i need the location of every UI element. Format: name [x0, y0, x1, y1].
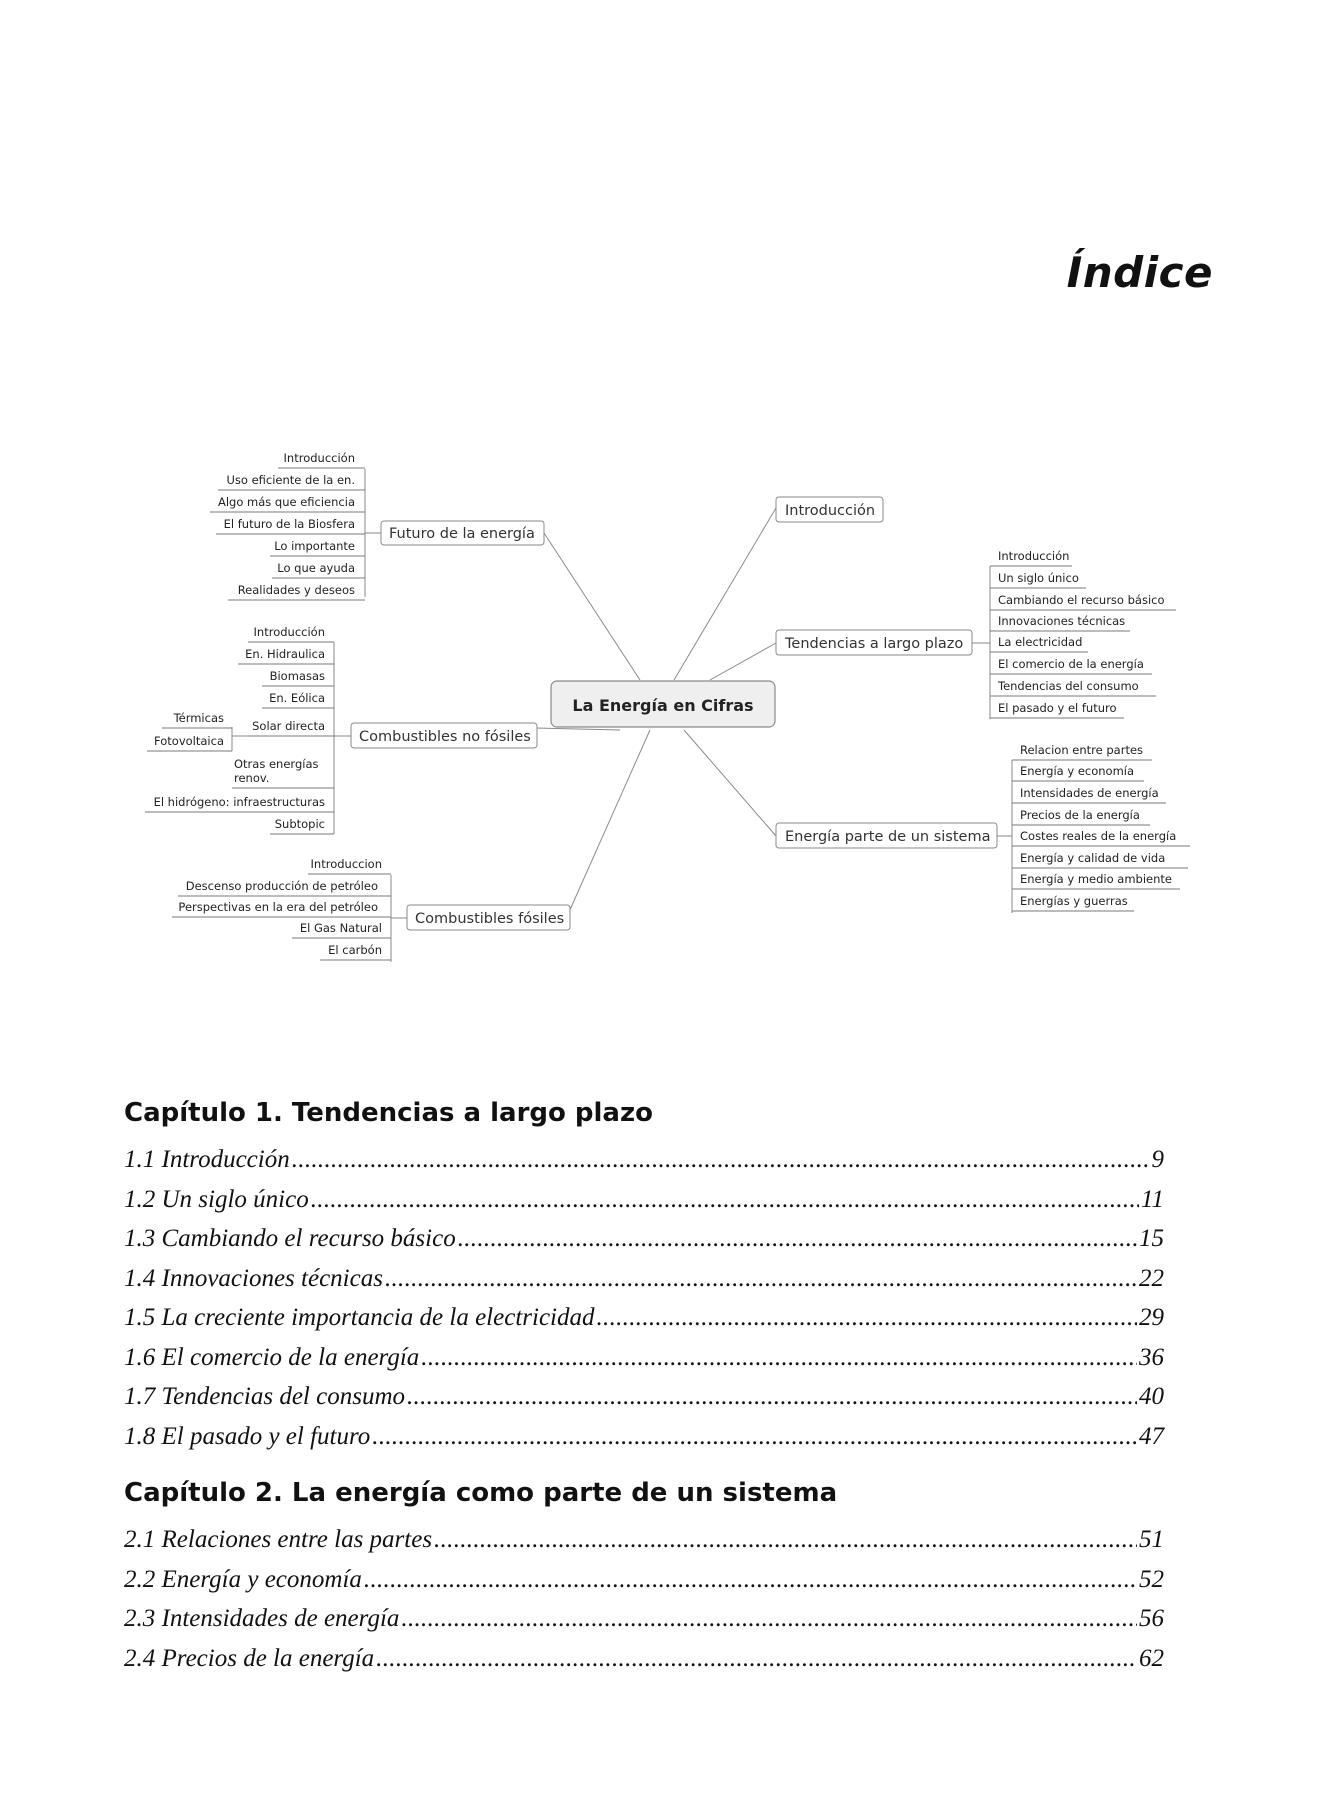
toc-entry-page: 29 [1139, 1304, 1164, 1331]
chapter-1 [124, 1098, 1164, 1456]
tendencias-topic: Cambiando el recurso básico [998, 593, 1165, 607]
toc-entry[interactable] [124, 1298, 1164, 1338]
branch-introduccion: Introducción [785, 503, 876, 519]
toc-entry-label: 1.5 La creciente importancia de la electricidad [124, 1304, 595, 1331]
connector [674, 508, 776, 680]
toc-entry-page: 56 [1139, 1605, 1164, 1632]
futuro-topic: El futuro de la Biosfera [223, 517, 355, 531]
toc-entry-label: 1.6 El comercio de la energía [124, 1343, 420, 1371]
toc-entry-label: 1.1 Introducción [124, 1146, 290, 1173]
fosiles-topic: Perspectivas en la era del petróleo [178, 900, 378, 914]
leader-dots [385, 1259, 1137, 1299]
futuro-topic: Introducción [283, 451, 355, 465]
toc-entry-page: 22 [1139, 1264, 1164, 1292]
fosiles-topic: El Gas Natural [299, 921, 382, 935]
leader-dots [292, 1140, 1150, 1180]
toc-entry-page: 47 [1139, 1422, 1164, 1450]
toc-entry[interactable] [124, 1417, 1164, 1457]
toc-entry-label: 2.1 Relaciones entre las partes [124, 1526, 433, 1553]
no-fosiles-topic: Subtopic [274, 817, 325, 831]
tendencias-topic: El comercio de la energía [998, 657, 1144, 671]
toc-entry-label: 1.8 El pasado y el futuro [124, 1422, 371, 1450]
branch-no-fosiles: Combustibles no fósiles [359, 729, 531, 745]
leader-dots [401, 1599, 1137, 1639]
no-fosiles-topic: Otras energías [234, 757, 319, 771]
toc-entry-page: 62 [1139, 1644, 1164, 1672]
toc-entry[interactable] [124, 1338, 1164, 1378]
no-fosiles-topic: En. Eólica [269, 691, 325, 705]
fosiles-topic: Descenso producción de petróleo [185, 879, 378, 893]
toc-entry[interactable] [124, 1520, 1164, 1560]
sistema-topic: Energía y calidad de vida [1020, 851, 1166, 865]
branch-sistema: Energía parte de un sistema [785, 829, 991, 845]
futuro-topic: Realidades y deseos [237, 583, 355, 597]
no-fosiles-topic: renov. [234, 771, 270, 785]
toc-entry[interactable] [124, 1639, 1164, 1679]
sistema-topic: Energía y medio ambiente [1020, 872, 1172, 886]
no-fosiles-topic: Introducción [253, 625, 325, 639]
tendencias-topic: El pasado y el futuro [998, 701, 1117, 715]
leader-dots [364, 1560, 1137, 1600]
tendencias-topic: La electricidad [998, 635, 1083, 649]
connector [684, 730, 776, 836]
no-fosiles-topic: El hidrógeno: infraestructuras [153, 795, 325, 809]
tendencias-topic: Un siglo único [998, 571, 1079, 585]
toc-entry-page: 15 [1139, 1225, 1164, 1252]
toc-entry-label: 1.3 Cambiando el recurso básico [124, 1225, 456, 1252]
tendencias-topic: Tendencias del consumo [998, 679, 1139, 693]
toc-entry-label: 2.3 Intensidades de energía [124, 1605, 400, 1632]
leader-dots [434, 1520, 1137, 1560]
solar-subtopic: Térmicas [173, 711, 224, 725]
toc-entry-page: 40 [1139, 1383, 1164, 1410]
toc-entry[interactable] [124, 1180, 1164, 1220]
table-of-contents [124, 1098, 1164, 1678]
tendencias-topic: Introducción [998, 549, 1070, 563]
leader-dots [376, 1639, 1137, 1679]
leader-dots [372, 1417, 1137, 1457]
futuro-topic: Uso eficiente de la en. [226, 473, 355, 487]
chapter-title: Capítulo 2. La energía como parte de un sistema [124, 1478, 838, 1508]
sistema-topic: Intensidades de energía [1020, 786, 1159, 800]
sistema-topic: Energías y guerras [1020, 894, 1128, 908]
toc-entry-page: 52 [1139, 1565, 1164, 1593]
futuro-topic: Lo que ayuda [277, 561, 355, 575]
toc-entry[interactable] [124, 1140, 1164, 1180]
toc-entry-page: 51 [1139, 1526, 1164, 1553]
sistema-topic: Relacion entre partes [1020, 743, 1144, 757]
no-fosiles-topic: Biomasas [269, 669, 325, 683]
toc-entry-label: 1.4 Innovaciones técnicas [124, 1264, 383, 1292]
toc-entry-label: 2.2 Energía y economía [124, 1565, 362, 1593]
toc-entry-page: 11 [1140, 1185, 1164, 1213]
tendencias-topic: Innovaciones técnicas [998, 614, 1126, 628]
connector [569, 730, 650, 912]
toc-entry[interactable] [124, 1219, 1164, 1259]
fosiles-topic: El carbón [328, 943, 382, 957]
no-fosiles-topic: En. Hidraulica [245, 647, 325, 661]
connector [544, 533, 640, 680]
toc-entry-page: 36 [1139, 1343, 1164, 1371]
branch-tendencias: Tendencias a largo plazo [785, 636, 964, 652]
solar-subtopic: Fotovoltaica [154, 734, 224, 748]
leader-dots [421, 1338, 1137, 1378]
branch-futuro: Futuro de la energía [389, 526, 535, 542]
futuro-topic: Lo importante [274, 539, 355, 553]
leader-dots [596, 1298, 1137, 1338]
toc-entry-label: 1.7 Tendencias del consumo [124, 1383, 405, 1410]
futuro-topic: Algo más que eficiencia [217, 495, 355, 509]
leader-dots [311, 1180, 1139, 1220]
page-title: Índice [1066, 248, 1213, 297]
chapter-2 [124, 1478, 1164, 1678]
connector [710, 643, 776, 680]
connector [535, 728, 620, 730]
sistema-topic: Precios de la energía [1020, 808, 1140, 822]
root-node: La Energía en Cifras [572, 696, 754, 715]
leader-dots [458, 1219, 1137, 1259]
toc-entry-label: 2.4 Precios de la energía [124, 1644, 375, 1672]
fosiles-topic: Introduccion [310, 857, 382, 871]
sistema-topic: Energía y economía [1020, 764, 1135, 778]
leader-dots [407, 1377, 1137, 1417]
chapter-title: Capítulo 1. Tendencias a largo plazo [124, 1098, 653, 1128]
branch-fosiles: Combustibles fósiles [415, 911, 565, 927]
toc-entry[interactable] [124, 1599, 1164, 1639]
sistema-topic: Costes reales de la energía [1020, 829, 1177, 843]
no-fosiles-topic: Solar directa [252, 719, 325, 733]
toc-entry[interactable] [124, 1377, 1164, 1417]
toc-entry-page: 9 [1151, 1146, 1164, 1173]
toc-entry[interactable] [124, 1259, 1164, 1299]
toc-entry[interactable] [124, 1560, 1164, 1600]
toc-entry-label: 1.2 Un siglo único [124, 1185, 309, 1213]
